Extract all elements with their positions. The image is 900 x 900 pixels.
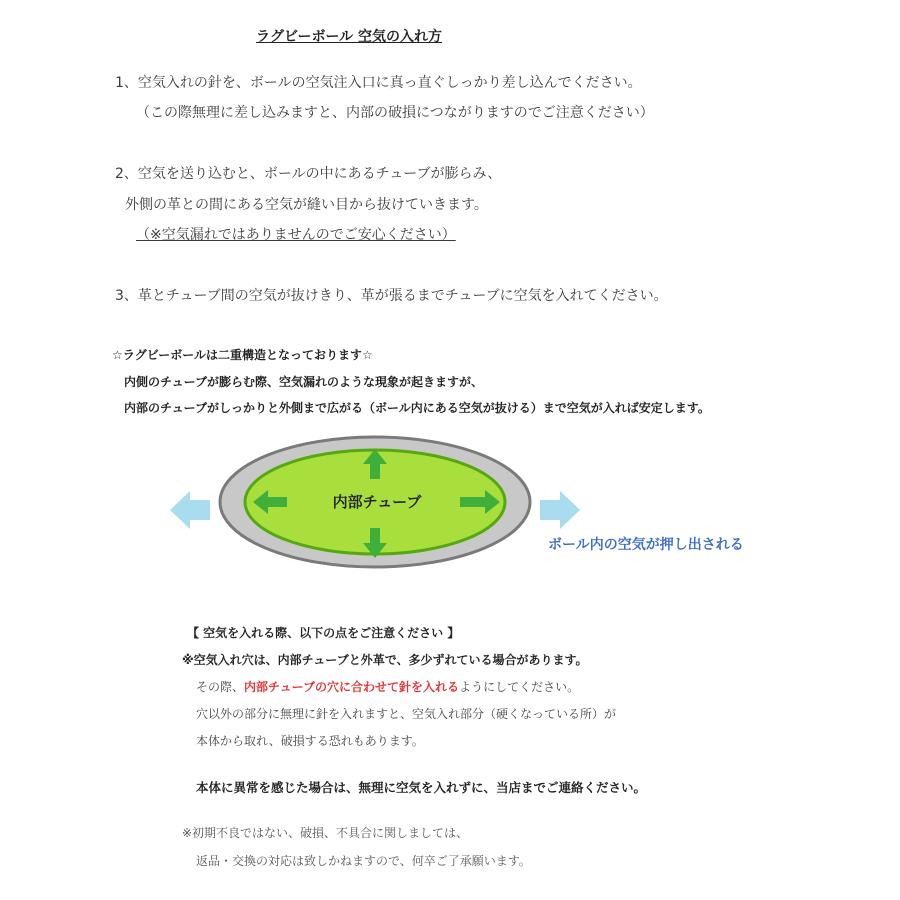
step-3-text: 3、革とチューブ間の空気が抜けきり、革が張るまでチューブに空気を入れてください。 [115,288,668,304]
caution-line-3: 穴以外の部分に無理に針を入れますと、空気入れ部分（硬くなっている所）が [196,707,617,721]
caution-line-4: 本体から取れ、破損する恐れもあります。 [196,734,424,748]
caution-heading: 【 空気を入れる際、以下の点をご注意ください 】 [187,626,460,640]
step-2-text: 2、空気を送り込むと、ボールの中にあるチューブが膨らみ、 [115,166,502,182]
inner-tube-label: 内部チューブ [332,493,422,511]
step-1-note: （この際無理に差し込みますと、内部の破損につながりますのでご注意ください） [136,105,654,121]
step-2-text-line2: 外側の革との間にある空気が縫い目から抜けていきます。 [125,197,488,213]
caution-line-1: ※空気入れ穴は、内部チューブと外革で、多少ずれている場合があります。 [182,653,588,667]
outside-arrow-left-icon [170,491,210,529]
caution-line-2-highlight: 内部チューブの穴に合わせて針を入れる [244,680,460,694]
structure-heading: ☆ラグビーボールは二重構造となっております☆ [112,348,373,362]
return-note-line-1: ※初期不良ではない、破損、不具合に関しましては、 [182,826,469,840]
structure-line-2: 内部のチューブがしっかりと外側まで広がる（ボール内にある空気が抜ける）まで空気が入れば安定します。 [124,401,710,415]
ball-structure-diagram [160,432,800,582]
contact-notice: 本体に異常を感じた場合は、無理に空気を入れずに、当店までご連絡ください。 [196,780,647,795]
step-1-text: 1、空気入れの針を、ボールの空気注入口に真っ直ぐしっかり差し込んでください。 [115,75,642,91]
step-2-note: （※空気漏れではありませんのでご安心ください） [136,227,456,243]
return-note-line-2: 返品・交換の対応は致しかねますので、何卒ご了承願います。 [196,854,531,868]
structure-line-1: 内側のチューブが膨らむ際、空気漏れのような現象が起きますが、 [124,375,484,389]
caution-line-2 [196,678,579,695]
air-pushed-out-caption: ボール内の空気が押し出される [548,537,744,553]
caution-line-2-suffix: ようにしてください。 [459,680,580,694]
caution-line-2-prefix: その際、 [196,680,245,694]
page-title: ラグビーボール 空気の入れ方 [256,29,443,45]
outside-arrow-right-icon [540,491,580,529]
